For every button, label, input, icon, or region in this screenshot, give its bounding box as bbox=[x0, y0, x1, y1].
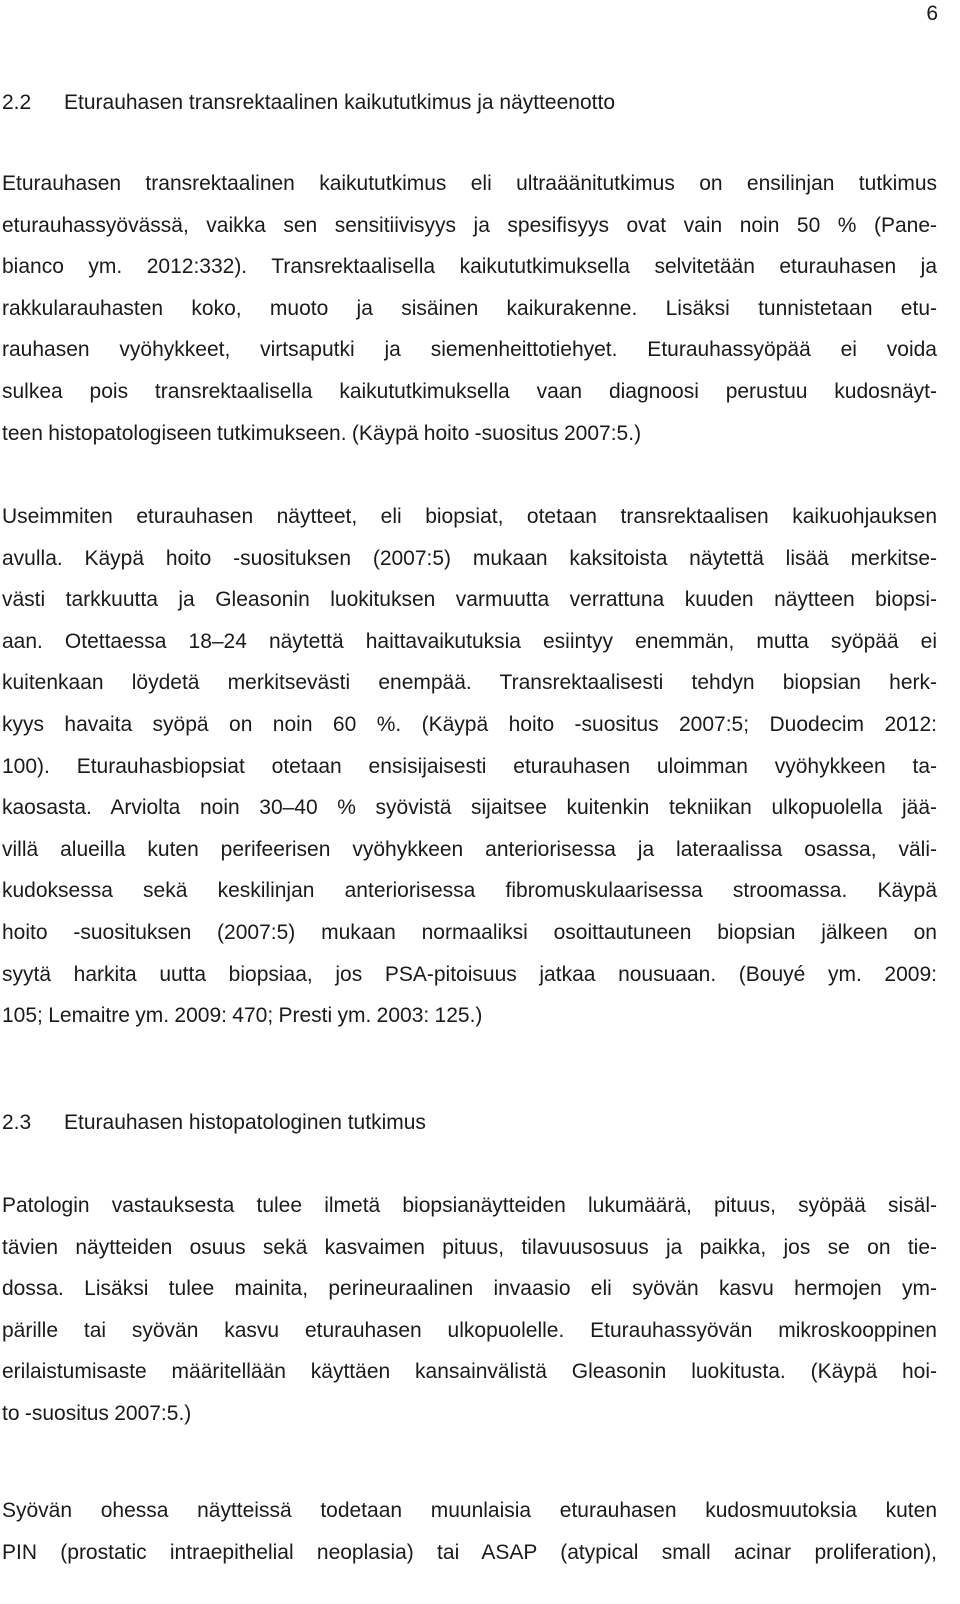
section-heading bbox=[2, 1109, 426, 1137]
text-line: rauhasen vyöhykkeet, virtsaputki ja siemenheittotiehyet. Eturauhassyöpää ei voida bbox=[2, 338, 937, 362]
text-line: kudoksessa sekä keskilinjan anteriorisessa fibromuskulaarisessa stroomassa. Käypä bbox=[2, 879, 937, 903]
text-line: PIN (prostatic intraepithelial neoplasia) tai ASAP (atypical small acinar proliferation), bbox=[2, 1540, 937, 1564]
text-line: pärille tai syövän kasvu eturauhasen ulkopuolelle. Eturauhassyövän mikroskooppinen bbox=[2, 1318, 937, 1342]
text-line: to -suositus 2007:5.) bbox=[2, 1401, 192, 1425]
section-title: Eturauhasen histopatologinen tutkimus bbox=[64, 1111, 426, 1134]
paragraph bbox=[2, 496, 937, 1037]
text-line: bianco ym. 2012:332). Transrektaalisella kaikututkimuksella selvitetään eturauhasen ja bbox=[2, 255, 937, 279]
page-number: 6 bbox=[926, 2, 938, 25]
text-line: villä alueilla kuten perifeerisen vyöhykkeen anteriorisessa ja lateraalissa osassa, väli- bbox=[2, 837, 937, 861]
text-line: kuitenkaan löydetä merkitsevästi enempää. Transrektaalisesti tehdyn biopsian herk- bbox=[2, 671, 937, 695]
text-line: avulla. Käypä hoito -suosituksen (2007:5) mukaan kaksitoista näytettä lisää merkitse- bbox=[2, 546, 937, 570]
paragraph bbox=[2, 163, 937, 454]
text-line: hoito -suosituksen (2007:5) mukaan normaaliksi osoittautuneen biopsian jälkeen on bbox=[2, 920, 937, 944]
paragraph bbox=[2, 1185, 937, 1435]
text-line: syytä harkita uutta biopsiaa, jos PSA-pitoisuus jatkaa nousuaan. (Bouyé ym. 2009: bbox=[2, 962, 937, 986]
text-line: tävien näytteiden osuus sekä kasvaimen pituus, tilavuusosuus ja paikka, jos se on tie- bbox=[2, 1235, 937, 1259]
section-title: Eturauhasen transrektaalinen kaikututkimus ja näytteenotto bbox=[64, 91, 615, 114]
section-heading bbox=[2, 89, 615, 117]
text-line: Useimmiten eturauhasen näytteet, eli biopsiat, otetaan transrektaalisen kaikuohjauksen bbox=[2, 505, 937, 528]
text-line: dossa. Lisäksi tulee mainita, perineuraalinen invaasio eli syövän kasvu hermojen ym- bbox=[2, 1277, 937, 1301]
text-line: Syövän ohessa näytteissä todetaan muunlaisia eturauhasen kudosmuutoksia kuten bbox=[2, 1499, 937, 1522]
text-line: Patologin vastauksesta tulee ilmetä biopsianäytteiden lukumäärä, pituus, syöpää sisäl- bbox=[2, 1194, 937, 1217]
text-line: sulkea pois transrektaalisella kaikututkimuksella vaan diagnoosi perustuu kudosnäyt- bbox=[2, 379, 937, 403]
text-line: 105; Lemaitre ym. 2009: 470; Presti ym. 2003: 125.) bbox=[2, 1004, 483, 1028]
section-number: 2.3 bbox=[2, 1111, 32, 1134]
text-line: aan. Otettaessa 18–24 näytettä haittavaikutuksia esiintyy enemmän, mutta syöpää ei bbox=[2, 629, 937, 653]
text-line: kyys havaita syöpä on noin 60 %. (Käypä hoito -suositus 2007:5; Duodecim 2012: bbox=[2, 712, 937, 736]
text-line: teen histopatologiseen tutkimukseen. (Käypä hoito -suositus 2007:5.) bbox=[2, 421, 642, 445]
text-line: eturauhassyövässä, vaikka sen sensitiivisyys ja spesifisyys ovat vain noin 50 % (Pane- bbox=[2, 213, 937, 237]
text-line: erilaistumisaste määritellään käyttäen kansainvälistä Gleasonin luokitusta. (Käypä hoi- bbox=[2, 1360, 937, 1384]
text-line: 100). Eturauhasbiopsiat otetaan ensisijaisesti eturauhasen uloimman vyöhykkeen ta- bbox=[2, 754, 937, 778]
text-line: kaosasta. Arviolta noin 30–40 % syövistä sijaitsee kuitenkin tekniikan ulkopuolella jää- bbox=[2, 796, 937, 820]
text-line: Eturauhasen transrektaalinen kaikututkimus eli ultraäänitutkimus on ensilinjan tutkimus bbox=[2, 172, 937, 195]
paragraph bbox=[2, 1490, 937, 1573]
text-line: västi tarkkuutta ja Gleasonin luokituksen varmuutta verrattuna kuuden näytteen biopsi- bbox=[2, 588, 937, 612]
section-number: 2.2 bbox=[2, 91, 32, 114]
text-line: rakkularauhasten koko, muoto ja sisäinen kaikurakenne. Lisäksi tunnistetaan etu- bbox=[2, 296, 937, 320]
